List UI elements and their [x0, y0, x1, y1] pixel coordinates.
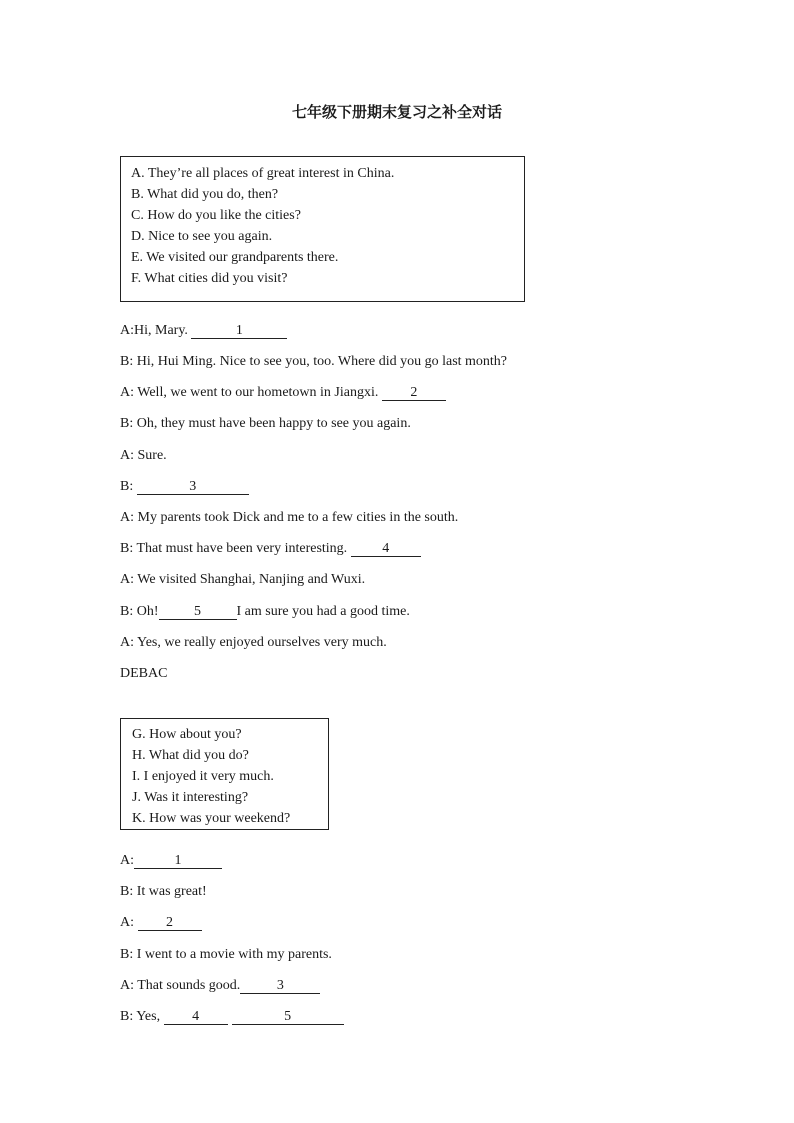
dialogue2-line-4: B: I went to a movie with my parents.	[120, 947, 332, 962]
blank-5: 5	[232, 1009, 344, 1025]
dialogue1-line-8	[120, 540, 421, 558]
line-text: A: Well, we went to our hometown in Jiangxi.	[120, 385, 382, 400]
blank-3: 3	[240, 978, 320, 994]
option-a: A. They’re all places of great interest in China.	[131, 166, 395, 181]
option-g: G. How about you?	[132, 727, 242, 742]
line-text: A:Hi, Mary.	[120, 323, 192, 338]
dialogue1-line-1	[120, 322, 287, 340]
blank-5: 5	[159, 604, 237, 620]
option-c: C. How do you like the cities?	[131, 208, 301, 223]
line-text: B: Yes,	[120, 1009, 164, 1024]
dialogue2-line-1	[120, 852, 222, 870]
answer-key: DEBAC	[120, 666, 168, 681]
blank-1: 1	[191, 323, 287, 339]
dialogue2-line-2: B: It was great!	[120, 884, 207, 899]
page-title: 七年级下册期末复习之补全对话	[291, 103, 502, 121]
options-box-2	[120, 718, 329, 830]
option-b: B. What did you do, then?	[131, 187, 279, 202]
line-text: A:	[120, 853, 134, 868]
blank-1: 1	[134, 853, 222, 869]
blank-4: 4	[351, 541, 421, 557]
dialogue1-line-7: A: My parents took Dick and me to a few cities in the south.	[120, 510, 459, 525]
dialogue1-line-9: A: We visited Shanghai, Nanjing and Wuxi.	[120, 572, 366, 587]
line-text: B:	[120, 479, 137, 494]
option-h: H. What did you do?	[132, 748, 249, 763]
option-i: I. I enjoyed it very much.	[132, 769, 274, 784]
dialogue2-line-3	[120, 914, 202, 932]
blank-4: 4	[164, 1009, 228, 1025]
dialogue2-line-6	[120, 1008, 344, 1026]
dialogue1-line-6	[120, 478, 249, 496]
dialogue1-line-10	[120, 603, 410, 621]
option-d: D. Nice to see you again.	[131, 229, 273, 244]
dialogue1-line-4: B: Oh, they must have been happy to see you again.	[120, 416, 411, 431]
line-text: B: Oh!	[120, 604, 159, 619]
dialogue1-line-11: A: Yes, we really enjoyed ourselves very much.	[120, 635, 387, 650]
dialogue1-line-2: B: Hi, Hui Ming. Nice to see you, too. Where did you go last month?	[120, 354, 508, 369]
blank-2: 2	[382, 385, 446, 401]
line-text: I am sure you had a good time.	[236, 604, 410, 619]
option-f: F. What cities did you visit?	[131, 271, 288, 286]
dialogue2-line-5	[120, 977, 320, 995]
blank-3: 3	[137, 479, 249, 495]
line-text: B: That must have been very interesting.	[120, 541, 351, 556]
option-e: E. We visited our grandparents there.	[131, 250, 339, 265]
dialogue1-line-5: A: Sure.	[120, 448, 167, 463]
line-text: A: That sounds good.	[120, 978, 241, 993]
option-j: J. Was it interesting?	[132, 790, 249, 805]
line-text: A:	[120, 915, 138, 930]
blank-2: 2	[138, 915, 202, 931]
option-k: K. How was your weekend?	[132, 811, 291, 826]
dialogue1-line-3	[120, 384, 446, 402]
options-box-1	[120, 156, 525, 302]
